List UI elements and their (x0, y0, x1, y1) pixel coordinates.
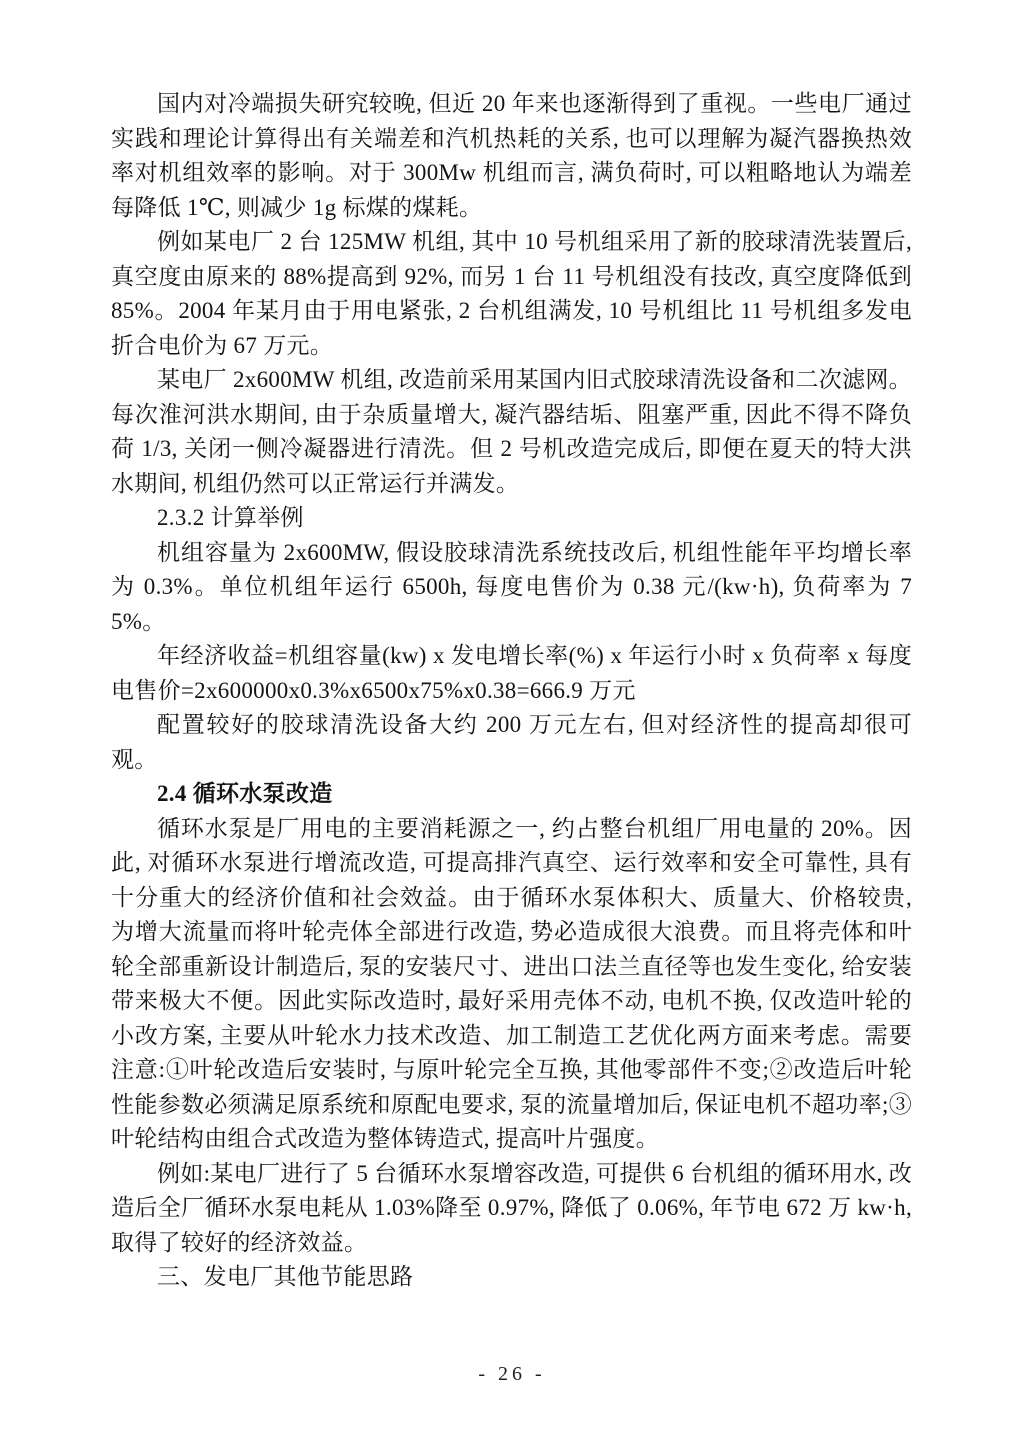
paragraph: 循环水泵是厂用电的主要消耗源之一, 约占整台机组厂用电量的 20%。因此, 对循环水泵进行增流改造, 可提高排汽真空、运行效率和安全可靠性, 具有十分重大的经济价值和社会效益。由于循环水泵体积大、质量大、价格较贵, 为增大流量而将叶轮壳体全部进行改造, 势必造成很大浪费。而且将壳体和叶轮全部重新设计制造后, 泵的安装尺寸、进出口法兰直径等也发生变化, 给安装带来极大不便。因此实际改造时, 最好采用壳体不动, 电机不换, 仅改造叶轮的小改方案, 主要从叶轮水力技术改造、加工制造工艺优化两方面来考虑。需要注意:①叶轮改造后安装时, 与原叶轮完全互换, 其他零部件不变;②改造后叶轮性能参数必须满足原系统和原配电要求, 泵的流量增加后, 保证电机不超功率;③叶轮结构由组合式改造为整体铸造式, 提高叶片强度。 (111, 815, 912, 1151)
paragraph: 例如:某电厂进行了 5 台循环水泵增容改造, 可提供 6 台机组的循环用水, 改造后全厂循环水泵电耗从 1.03%降至 0.97%, 降低了 0.06%, 年节电 672 万 kw·h, 取得了较好的经济效益。 (111, 1160, 912, 1255)
section-heading: 2.4 循环水泵改造 (157, 781, 333, 806)
paragraph: 某电厂 2x600MW 机组, 改造前采用某国内旧式胶球清洗设备和二次滤网。每次淮河洪水期间, 由于杂质量增大, 凝汽器结垢、阻塞严重, 因此不得不降负荷 1/3, 关闭一侧冷凝器进行清洗。但 2 号机改造完成后, 即便在夏天的特大洪水期间, 机组仍然可以正常运行并满发。 (111, 367, 912, 496)
paragraph: 三、发电厂其他节能思路 (157, 1264, 414, 1289)
paragraph: 机组容量为 2x600MW, 假设胶球清洗系统技改后, 机组性能年平均增长率为 0.3%。单位机组年运行 6500h, 每度电售价为 0.38 元/(kw·h), 负荷率为 75%。 (111, 539, 912, 634)
paragraph: 国内对冷端损失研究较晚, 但近 20 年来也逐渐得到了重视。一些电厂通过实践和理论计算得出有关端差和汽机热耗的关系, 也可以理解为凝汽器换热效率对机组效率的影响。对于 300Mw 机组而言, 满负荷时, 可以粗略地认为端差每降低 1℃, 则减少 1g 标煤的煤耗。 (111, 91, 912, 220)
paragraph: 例如某电厂 2 台 125MW 机组, 其中 10 号机组采用了新的胶球清洗装置后, 真空度由原来的 88%提高到 92%, 而另 1 台 11 号机组没有技改, 真空度降低到 85%。2004 年某月由于用电紧张, 2 台机组满发, 10 号机组比 11 号机组多发电折合电价为 67 万元。 (111, 229, 912, 358)
document-body (111, 87, 912, 1295)
paragraph: 年经济收益=机组容量(kw) x 发电增长率(%) x 年运行小时 x 负荷率 x 每度电售价=2x600000x0.3%x6500x75%x0.38=666.9 万元 (111, 643, 912, 703)
paragraph: 配置较好的胶球清洗设备大约 200 万元左右, 但对经济性的提高却很可观。 (111, 712, 912, 772)
page-number: - 26 - (478, 1363, 546, 1385)
section-heading: 2.3.2 计算举例 (157, 505, 304, 530)
